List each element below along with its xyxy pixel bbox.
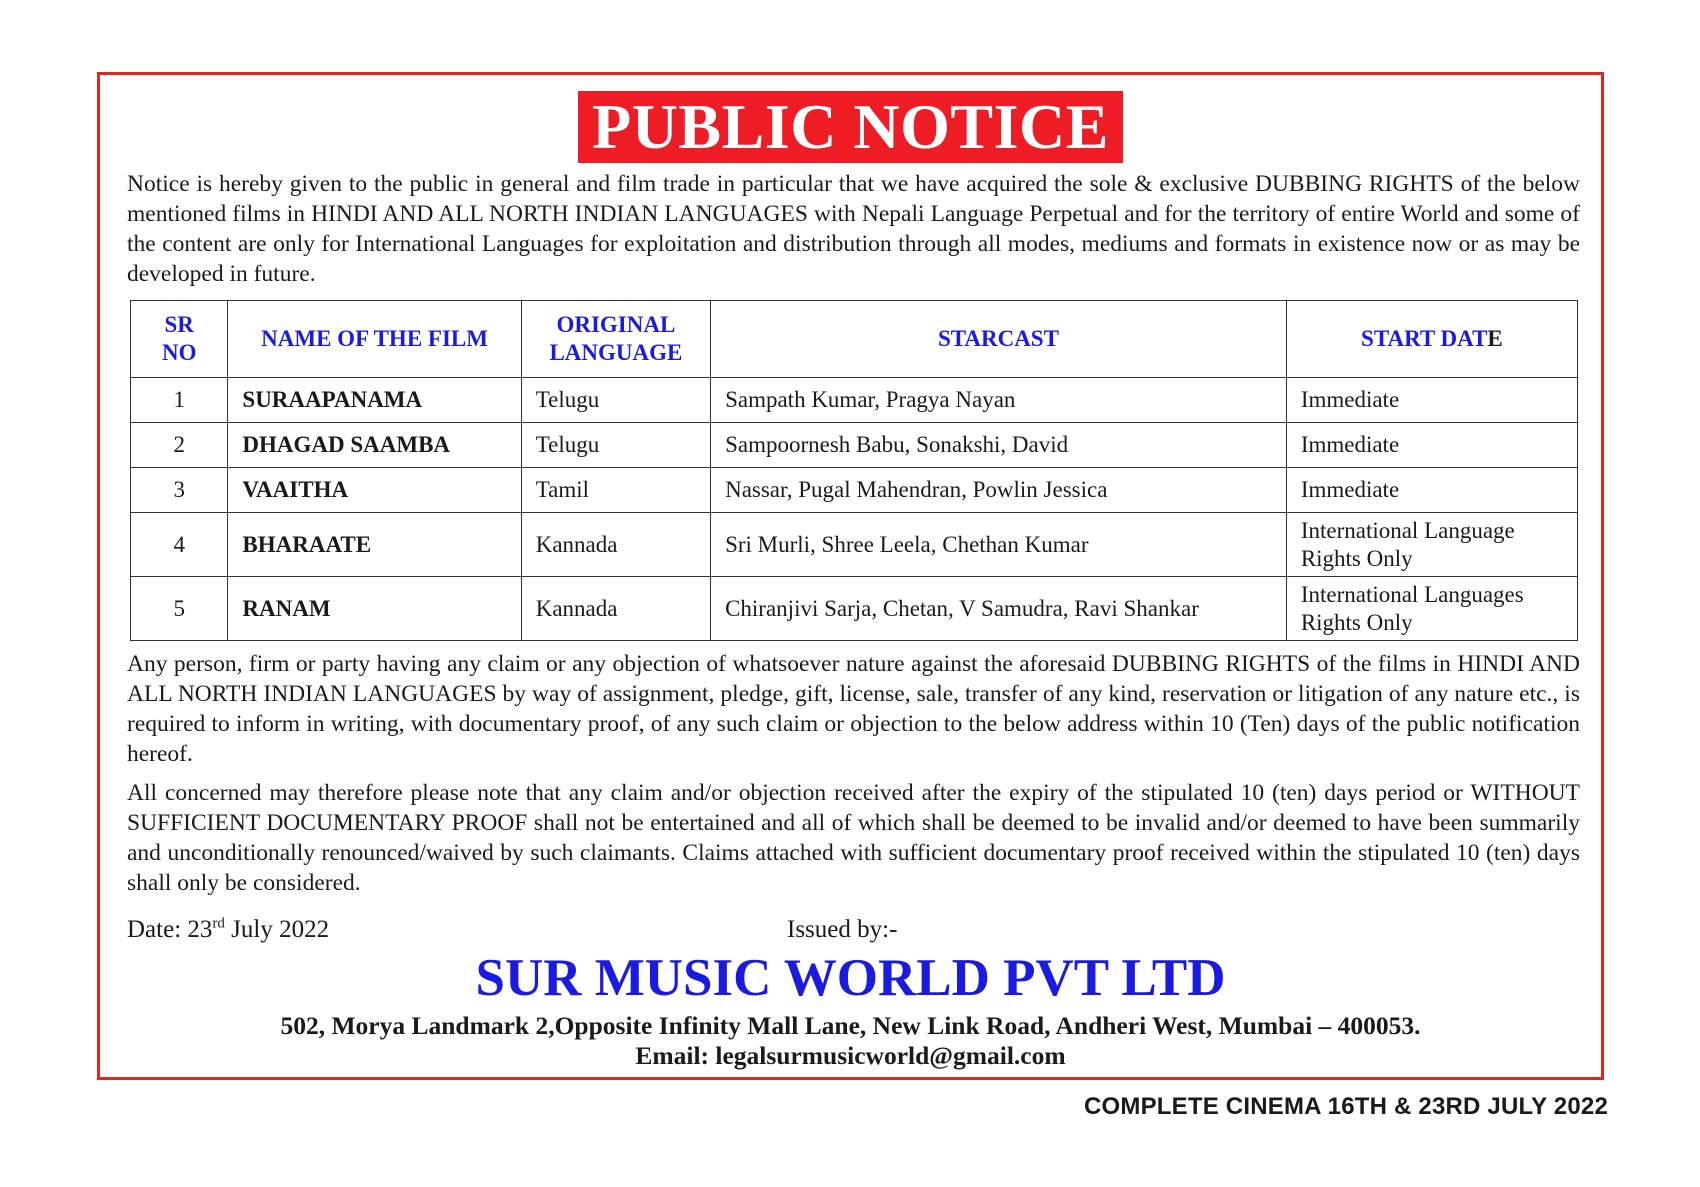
cell-starcast: Sampath Kumar, Pragya Nayan [711, 378, 1287, 423]
table-row [131, 577, 1578, 641]
cell-start-date [1286, 468, 1577, 513]
cell-film: VAAITHA [228, 468, 521, 513]
intro-paragraph: Notice is hereby given to the public in general and film trade in particular that we have acquired the sole & exclusive DUBBING RIGHTS of the below mentioned films in HINDI AND ALL NORTH INDIAN LANGUAGES with Nepali Language Perpetual and for the territory of entire World and some of the content are only for International Languages for exploitation and distribution through all modes, mediums and formats in existence now or as may be developed in future. [127, 171, 1580, 287]
cell-starcast: Sampoornesh Babu, Sonakshi, David [711, 423, 1287, 468]
films-table [130, 300, 1578, 641]
cell-start-line1: Immediate [1300, 387, 1400, 412]
cell-sr: 4 [131, 513, 228, 577]
claim-paragraph: Any person, firm or party having any claim or any objection of whatsoever nature against the aforesaid DUBBING RIGHTS of the films in HINDI AND ALL NORTH INDIAN LANGUAGES by way of assignment, pledge, gift, license, sale, transfer of any kind, reservation or litigation of any nature etc., is required to inform in writing, with documentary proof, of any such claim or objection to the below address within 10 (Ten) days of the public notification hereof. [127, 651, 1580, 767]
table-header-row [131, 301, 1578, 378]
table-row [131, 468, 1578, 513]
cell-film: SURAAPANAMA [228, 378, 521, 423]
header-start-date-tail: E [1487, 326, 1503, 351]
date-label: Date: 23 [127, 916, 213, 943]
cell-start-date [1286, 513, 1577, 577]
cell-sr: 1 [131, 378, 228, 423]
header-sr-no [131, 301, 228, 378]
table-row [131, 423, 1578, 468]
header-sr-line2: NO [161, 340, 197, 365]
cell-film: BHARAATE [228, 513, 521, 577]
publication-footer: COMPLETE CINEMA 16TH & 23RD JULY 2022 [1084, 1093, 1608, 1120]
cell-start-line1: International Language [1300, 517, 1515, 543]
notice-frame [97, 72, 1604, 1080]
issued-by: Issued by:- [787, 916, 898, 943]
header-start-date-main: START DAT [1361, 326, 1488, 351]
cell-language: Telugu [521, 423, 710, 468]
cell-start-line1: Immediate [1300, 477, 1400, 502]
header-starcast: STARCAST [711, 301, 1287, 378]
cell-language: Telugu [521, 378, 710, 423]
cell-start-date [1286, 378, 1577, 423]
cell-starcast: Chiranjivi Sarja, Chetan, V Samudra, Ravi Shankar [711, 577, 1287, 641]
cell-starcast: Sri Murli, Shree Leela, Chethan Kumar [711, 513, 1287, 577]
cell-film: RANAM [228, 577, 521, 641]
header-original-language [521, 301, 710, 378]
header-start-date [1286, 301, 1577, 378]
cell-sr: 5 [131, 577, 228, 641]
header-sr-line1: SR [164, 312, 194, 337]
concern-paragraph: All concerned may therefore please note that any claim and/or objection received after the expiry of the stipulated 10 (ten) days period or WITHOUT SUFFICIENT DOCUMENTARY PROOF shall not be entertained and all of which shall be deemed to be invalid and/or deemed to have been summarily and unconditionally renounced/waived by such claimants. Claims attached with sufficient documentary proof received within the stipulated 10 (ten) days shall only be considered. [127, 780, 1580, 896]
notice-date [127, 915, 329, 945]
title-wrap [100, 91, 1601, 163]
cell-starcast: Nassar, Pugal Mahendran, Powlin Jessica [711, 468, 1287, 513]
cell-sr: 2 [131, 423, 228, 468]
cell-start-line2: Rights Only [1300, 609, 1413, 635]
cell-language: Kannada [521, 577, 710, 641]
header-lang-line2: LANGUAGE [549, 340, 683, 365]
date-ordinal: rd [212, 915, 225, 932]
table-row [131, 513, 1578, 577]
cell-start-date [1286, 577, 1577, 641]
cell-start-line1: Immediate [1300, 432, 1400, 457]
company-name: SUR MUSIC WORLD PVT LTD [475, 949, 1226, 1007]
cell-start-line2: Rights Only [1300, 545, 1413, 571]
cell-language: Kannada [521, 513, 710, 577]
date-rest: July 2022 [224, 916, 330, 943]
header-lang-line1: ORIGINAL [556, 312, 676, 337]
notice-title: PUBLIC NOTICE [578, 91, 1123, 163]
cell-language: Tamil [521, 468, 710, 513]
cell-film: DHAGAD SAAMBA [228, 423, 521, 468]
company-address: 502, Morya Landmark 2,Opposite Infinity Mall Lane, New Link Road, Andheri West, Mumbai – 400053. [280, 1011, 1421, 1040]
company-email: Email: legalsurmusicworld@gmail.com [635, 1041, 1066, 1070]
cell-sr: 3 [131, 468, 228, 513]
header-film-name: NAME OF THE FILM [228, 301, 521, 378]
cell-start-line1: International Languages [1300, 581, 1524, 607]
cell-start-date [1286, 423, 1577, 468]
table-row [131, 378, 1578, 423]
